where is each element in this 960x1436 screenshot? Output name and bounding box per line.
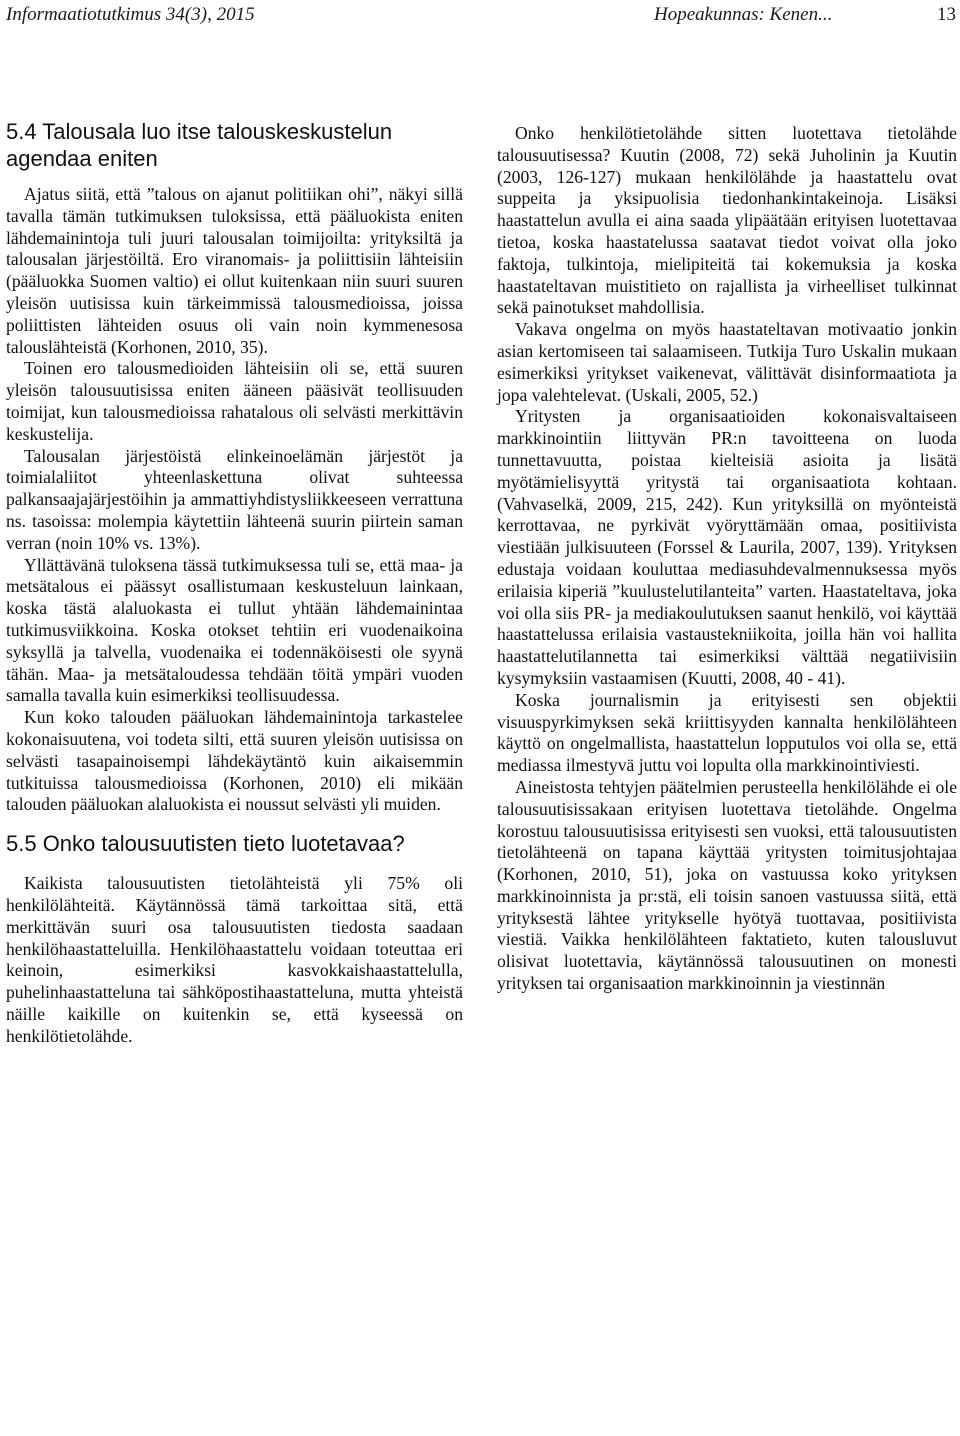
- right-column: [497, 123, 957, 995]
- paragraph: Aineistosta tehtyjen päätelmien perusteella henkilölähde ei ole talousuutisissakaan erityisen luotettava tietolähde. Ongelma korostuu talousuutisissa erityisesti sen vuoksi, että talousuutisten tietolähteenä on tapana käyttää yritysten toimitusjohtajaa (Korhonen, 2010, 51), joka on vastuussa koko yrityksen markkinoinnista ja pr:stä, eli toisin sanoen vastuussa siitä, että yrityksestä lähtee yritykselle hyötyä tuottavaa, positiivista viestiä. Vaikka henkilölähteen faktatieto, kuten talousluvut olisivat luotettavia, käytännössä talousuutinen on monesti yrityksen tai organisaation markkinoinnin ja viestinnän: [497, 776, 957, 994]
- paragraph: Onko henkilötietolähde sitten luotettava tietolähde talousuutisessa? Kuutin (2008, 72) sekä Juholinin ja Kuutin (2003, 126-127) mukaan henkilölähde ja haastattelu ovat suppeita ja yksipuolisia tiedonhankintakeinoja. Lisäksi haastattelun avulla ei aina saada ylipäätään erityisen luotettavaa tietoa, koska haastatelussa saatavat tiedot voivat olla joko faktoja, tulkintoja, mielipiteitä tai kokemuksia ja koska haastateltavan muistitieto on rajallista ja virheelliset tulkinnat sekä painotukset mahdollisia.: [497, 123, 957, 318]
- left-column: [6, 118, 463, 1047]
- paragraph: Vakava ongelma on myös haastateltavan motivaatio jonkin asian kertomiseen tai salaamiseen. Tutkija Turo Uskalin mukaan esimerkiksi yritykset vaikenevat, välittävät disinformaatiota ja jopa valehtelevat. (Uskali, 2005, 52.): [497, 319, 957, 405]
- paragraph: Yllättävänä tuloksena tässä tutkimuksessa tuli se, että maa- ja metsätalous ei päässyt osallistumaan keskusteluun lainkaan, koska tästä alaluokasta ei tullut yhtään lähdemainintaa tutkimusviikkoina. Koska otokset tehtiin eri vuodenaikoina syksyllä ja talvella, vuodenaika ei todennäköisesti ole syynä tähän. Maa- ja metsätaloudessa tehdään töitä ympäri vuoden samalla tavalla kuin esimerkiksi teollisuudessa.: [6, 554, 463, 706]
- paragraph: Kaikista talousuutisten tietolähteistä yli 75% oli henkilölähteitä. Käytännössä tämä tarkoittaa sitä, että merkittävän suuri osa talousuutisten tiedosta saadaan henkilöhaastatteluilla. Henkilöhaastattelu voidaan toteuttaa eri keinoin, esimerkiksi kasvokkaishaastattelulla, puhelinhaastatteluna tai sähköpostihaastatteluna, mutta yhteistä näille kaikille on kuitenkin se, että kyseessä on henkilötietolähde.: [6, 873, 463, 1046]
- running-header: [0, 0, 960, 30]
- paragraph: Koska journalismin ja erityisesti sen objektii visuuspyrkimyksen sekä kriittisyyden kannalta henkilölähteen käyttö on ongelmallista, haastattelun lopputulos voi olla se, että mediassa ilmestyvä juttu voi lopulta olla markkinointiviesti.: [497, 689, 957, 776]
- section-heading-5-4: 5.4 Talousala luo itse talouskeskustelun agendaa eniten: [6, 119, 393, 171]
- paragraph: Yritysten ja organisaatioiden kokonaisvaltaiseen markkinointiin liittyvän PR:n tavoitteena on luoda tunnettavuutta, poistaa kielteisiä asioita ja lisätä myötämielisyyttä yritystä tai organisaatiota kohtaan. (Vahvaselkä, 2009, 215, 242). Kun yrityksillä on myönteistä kerrottavaa, ne pyrkivät vyöryttämään omaa, positiivista viestiään julkisuuteen (Forssel & Laurila, 2007, 139). Yrityksen edustaja voidaan kouluttaa mediasuhdevalmennuksessa myös erilaisia kiperiä ”kuulustelutilanteita” varten. Haastateltava, joka voi olla siis PR- ja mediakoulutuksen saanut henkilö, voi käyttää haastattelussa erilaisia vastaustekniikoita, joilla hän voi hallita haastattelutilannetta tai esimerkiksi välttää negatiivisiin kysymyksiin vastaamisen (Kuutti, 2008, 40 - 41).: [497, 406, 957, 688]
- page-number: 13: [937, 4, 956, 25]
- paragraph: Toinen ero talousmedioiden lähteisiin oli se, että suuren yleisön talousuutisissa eniten ääneen pääsivät teollisuuden toimijat, kun talousmedioissa rahatalous oli selvästi merkittävin keskustelija.: [6, 358, 463, 444]
- paragraph: Talousalan järjestöistä elinkeinoelämän järjestöt ja toimialaliitot yhteenlaskettuna olivat suhteessa palkansaajajärjestöihin ja ammattiyhdistysliikkeeseen verrattuna ns. tasoissa: molempia käytettiin lähteenä suurin piirtein saman verran (noin 10% vs. 13%).: [6, 445, 463, 553]
- running-title: Hopeakunnas: Kenen...: [654, 4, 833, 25]
- paragraph: Ajatus siitä, että ”talous on ajanut politiikan ohi”, näkyi sillä tavalla tämän tutkimuksen tuloksissa, että pääluokista eniten lähdemainintoja tuli juuri talousalan toimijoilta: yrityksiltä ja talousalan järjestöiltä. Ero viranomais- ja poliittisiin lähteisiin (pääluokka Suomen valtio) ei ollut kuitenkaan niin suuri suuren yleisön uutisissa kuin tärkeimmissä talousmedioissa, joissa poliittisten lähteiden osuus oli vain noin kymmenesosa talouslähteistä (Korhonen, 2010, 35).: [6, 184, 463, 357]
- paragraph: Kun koko talouden pääluokan lähdemainintoja tarkastelee kokonaisuutena, voi todeta silti, että suuren yleisön uutisissa on selvästi tasapainoisempi lähdekäytäntö kuin aikaisemmin tutkituissa talousmedioissa (Korhonen, 2010) eli mikään talouden pääluokan alaluokista ei noussut selvästi yli muiden.: [6, 707, 463, 815]
- section-heading-5-5: 5.5 Onko talousuutisten tieto luotetavaa?: [6, 831, 405, 857]
- journal-citation: Informaatiotutkimus 34(3), 2015: [6, 4, 255, 25]
